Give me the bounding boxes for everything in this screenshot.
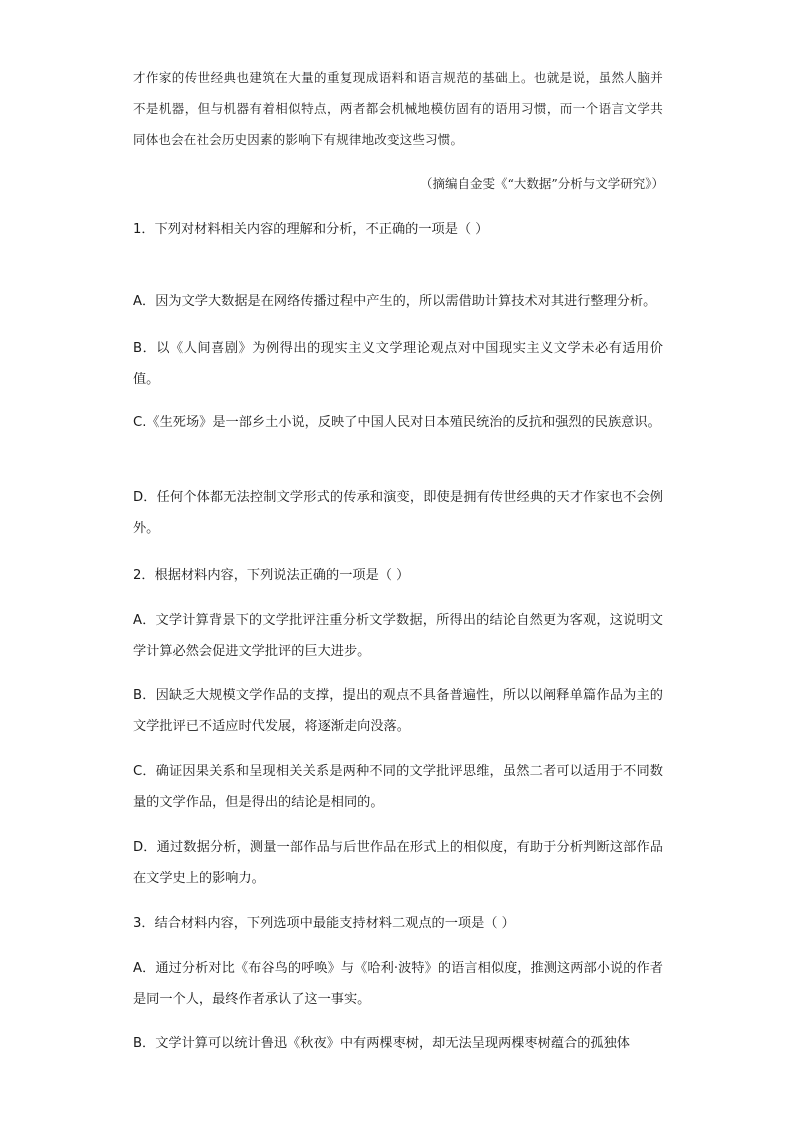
question-1-stem: 1．下列对材料相关内容的理解和分析，不正确的一项是（ ） — [133, 222, 489, 237]
question-3-option-b: B．文学计算可以统计鲁迅《秋夜》中有两棵枣树，却无法呈现两棵枣树蕴合的孤独体 — [133, 1036, 630, 1051]
question-2-option-d: D．通过数据分析，测量一部作品与后世作品在形式上的相似度，有助于分析判断这部作品在文学史上的影响力。 — [133, 840, 663, 886]
question-3-stem: 3．结合材料内容，下列选项中最能支持材料二观点的一项是（ ） — [133, 916, 515, 931]
question-2-stem: 2．根据材料内容，下列说法正确的一项是（ ） — [133, 568, 410, 583]
question-1-option-b: B．以《人间喜剧》为例得出的现实主义文学理论观点对中国现实主义文学未必有适用价值。 — [133, 341, 663, 387]
question-2-option-b: B．因缺乏大规模文学作品的支撑，提出的观点不具备普遍性，所以以阐释单篇作品为主的文学批评已不适应时代发展，将逐渐走向没落。 — [133, 688, 663, 734]
question-1-option-d: D．任何个体都无法控制文学形式的传承和演变，即使是拥有传世经典的天才作家也不会例外。 — [133, 490, 663, 536]
question-3-option-a: A．通过分析对比《布谷鸟的呼唤》与《哈利·波特》的语言相似度，推测这两部小说的作者是同一个人，最终作者承认了这一事实。 — [133, 961, 663, 1007]
question-2-option-c: C．确证因果关系和呈现相关关系是两种不同的文学批评思维，虽然二者可以适用于不同数量的文学作品，但是得出的结论是相同的。 — [133, 764, 663, 810]
question-1-option-c: C.《生死场》是一部乡土小说，反映了中国人民对日本殖民统治的反抗和强烈的民族意识。 — [133, 415, 661, 430]
question-2-option-a: A．文学计算背景下的文学批评注重分析文学数据，所得出的结论自然更为客观，这说明文学计算必然会促进文学批评的巨大进步。 — [133, 613, 663, 659]
passage-source: （摘编自金雯《“大数据”分析与文学研究》） — [419, 176, 664, 191]
question-1-option-a: A．因为文学大数据是在网络传播过程中产生的，所以需借助计算技术对其进行整理分析。 — [133, 294, 657, 309]
passage-paragraph: 才作家的传世经典也建筑在大量的重复现成语料和语言规范的基础上。也就是说，虽然人脑并不是机器，但与机器有着相似特点，两者都会机械地模仿固有的语用习惯，而一个语言文学共同体也会在社会历史因素的影响下有规律地改变这些习惯。 — [133, 70, 663, 147]
